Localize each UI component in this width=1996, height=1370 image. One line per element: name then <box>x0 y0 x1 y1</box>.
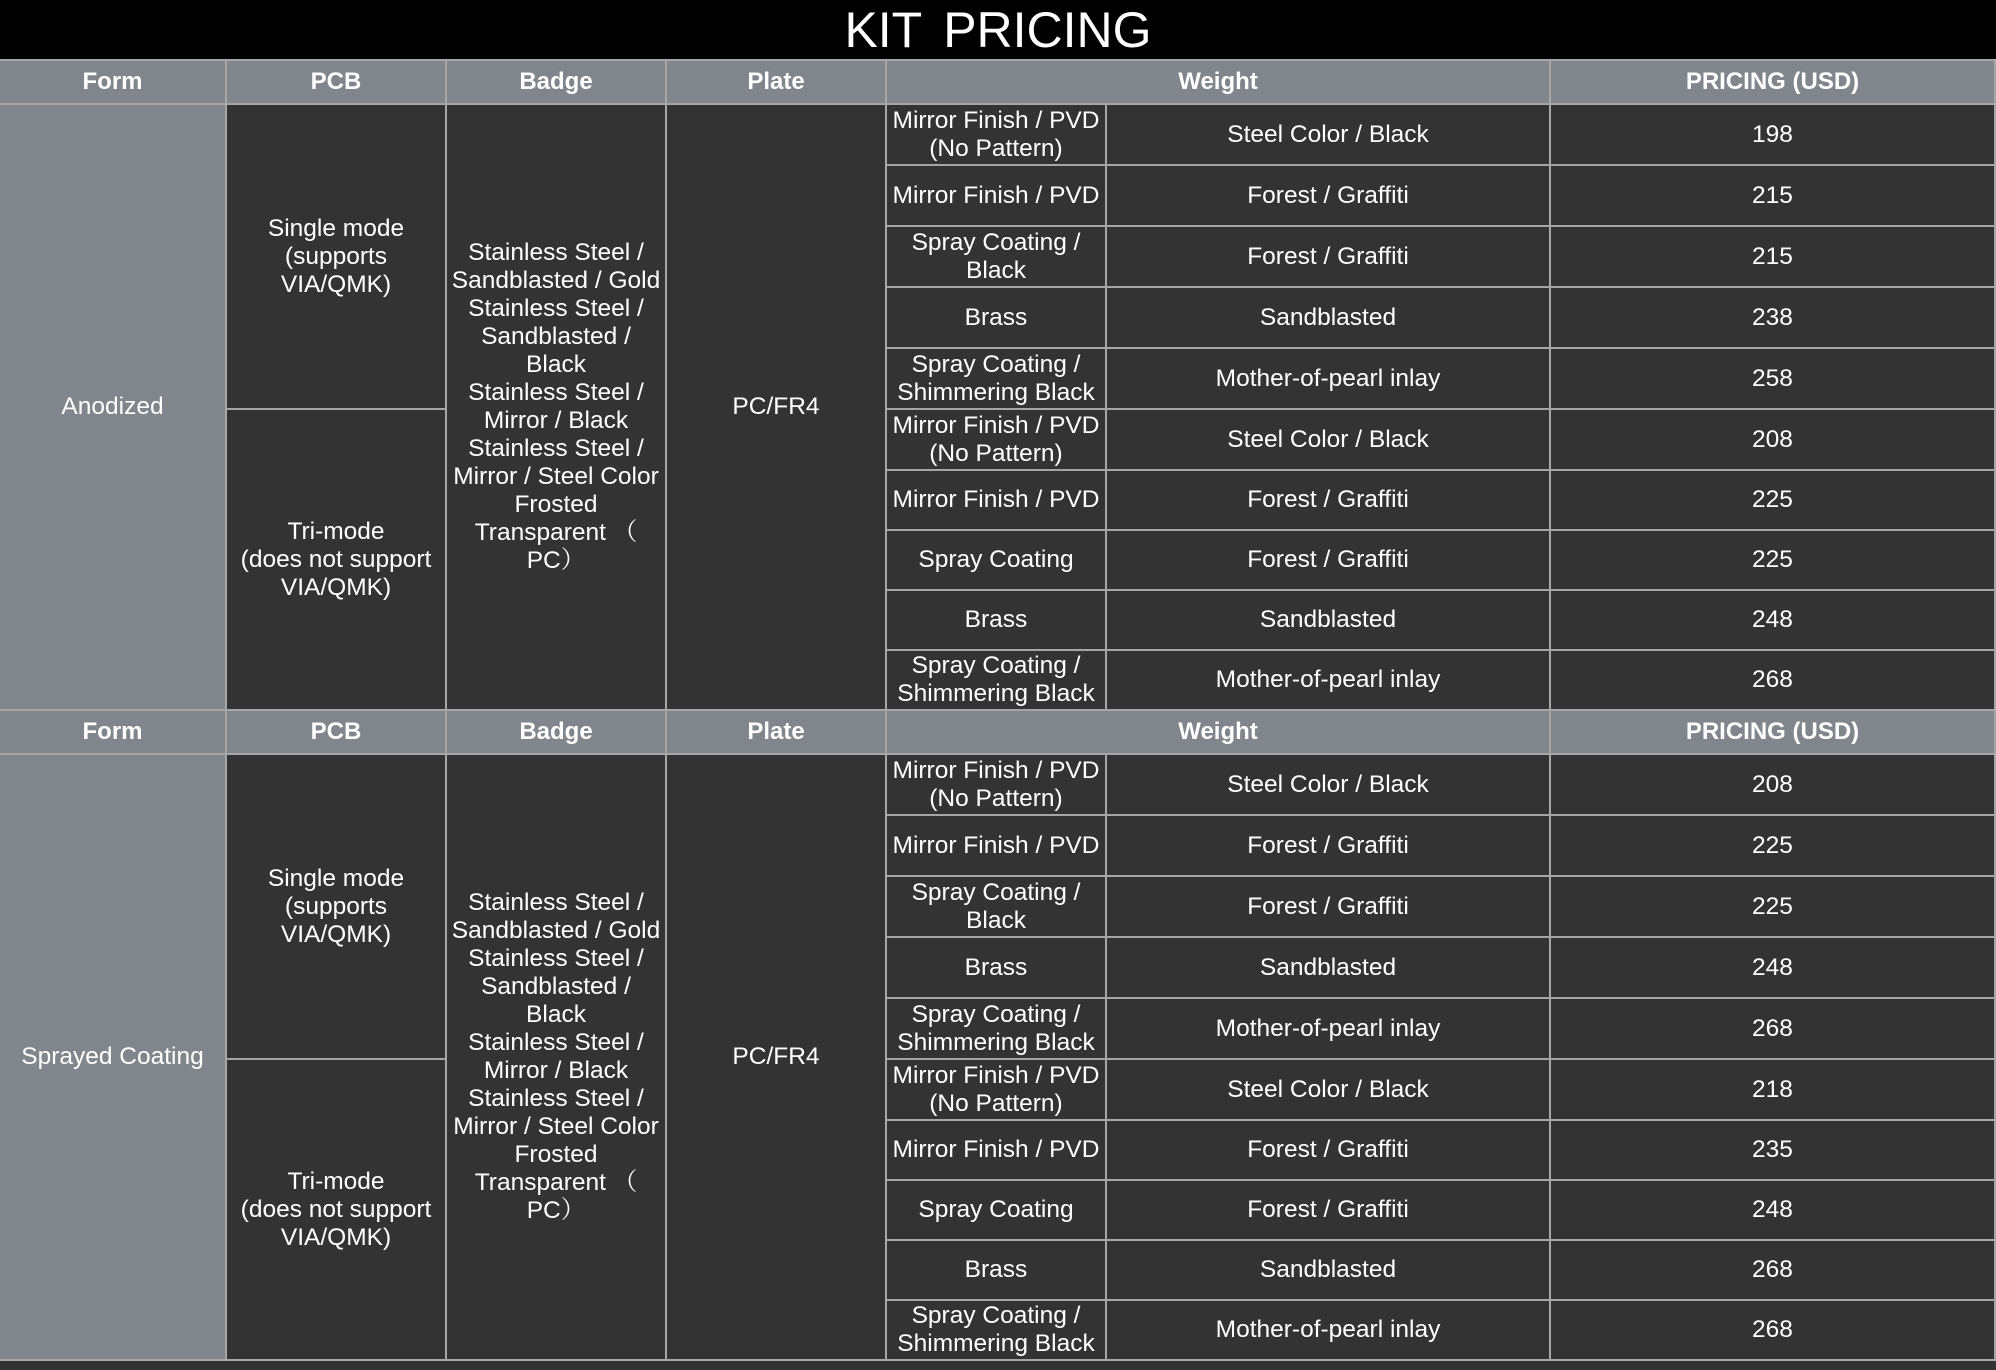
weight-cell: Spray Coating / Shimmering Black <box>887 999 1107 1060</box>
finish-cell: Forest / Graffiti <box>1107 166 1551 227</box>
weight-cell: Brass <box>887 938 1107 999</box>
finish-cell: Steel Color / Black <box>1107 410 1551 471</box>
header-weight: Weight <box>887 711 1551 755</box>
weight-cell: Mirror Finish / PVD (No Pattern) <box>887 410 1107 471</box>
price-cell: 225 <box>1551 531 1996 591</box>
finish-cell: Mother-of-pearl inlay <box>1107 349 1551 410</box>
pcb-cell: Tri-mode (does not support VIA/QMK) <box>227 410 447 711</box>
price-cell: 198 <box>1551 105 1996 166</box>
header-pcb: PCB <box>227 61 447 105</box>
price-cell: 268 <box>1551 999 1996 1060</box>
form-cell: Sprayed Coating <box>0 755 227 1361</box>
finish-cell: Mother-of-pearl inlay <box>1107 651 1551 711</box>
header-weight: Weight <box>887 61 1551 105</box>
header-form: Form <box>0 711 227 755</box>
price-cell: 208 <box>1551 755 1996 816</box>
weight-cell: Brass <box>887 288 1107 349</box>
price-cell: 258 <box>1551 349 1996 410</box>
weight-cell: Spray Coating <box>887 1181 1107 1241</box>
weight-cell: Mirror Finish / PVD (No Pattern) <box>887 1060 1107 1121</box>
page-title: KIT PRICING <box>0 0 1996 61</box>
finish-cell: Steel Color / Black <box>1107 1060 1551 1121</box>
price-cell: 218 <box>1551 1060 1996 1121</box>
weight-cell: Brass <box>887 591 1107 651</box>
finish-cell: Forest / Graffiti <box>1107 816 1551 877</box>
header-badge: Badge <box>447 61 667 105</box>
badge-cell: Stainless Steel / Sandblasted / Gold Stainless Steel / Sandblasted / Black Stainless Steel / Mirror / Black Stainless Steel / Mirror / Steel Color Frosted Transparent （ PC） <box>447 755 667 1361</box>
header-pricing: PRICING (USD) <box>1551 711 1996 755</box>
header-pcb: PCB <box>227 711 447 755</box>
price-cell: 208 <box>1551 410 1996 471</box>
price-cell: 225 <box>1551 816 1996 877</box>
price-cell: 268 <box>1551 1301 1996 1361</box>
price-cell: 248 <box>1551 1181 1996 1241</box>
weight-cell: Mirror Finish / PVD <box>887 166 1107 227</box>
plate-cell: PC/FR4 <box>667 755 887 1361</box>
badge-cell: Stainless Steel / Sandblasted / Gold Stainless Steel / Sandblasted / Black Stainless Steel / Mirror / Black Stainless Steel / Mirror / Steel Color Frosted Transparent （ PC） <box>447 105 667 711</box>
weight-cell: Brass <box>887 1241 1107 1301</box>
price-cell: 248 <box>1551 938 1996 999</box>
finish-cell: Mother-of-pearl inlay <box>1107 999 1551 1060</box>
weight-cell: Mirror Finish / PVD <box>887 471 1107 531</box>
price-cell: 215 <box>1551 227 1996 288</box>
finish-cell: Forest / Graffiti <box>1107 227 1551 288</box>
header-pricing: PRICING (USD) <box>1551 61 1996 105</box>
price-cell: 225 <box>1551 471 1996 531</box>
form-cell: Anodized <box>0 105 227 711</box>
weight-cell: Mirror Finish / PVD (No Pattern) <box>887 755 1107 816</box>
header-plate: Plate <box>667 61 887 105</box>
header-plate: Plate <box>667 711 887 755</box>
price-cell: 248 <box>1551 591 1996 651</box>
weight-cell: Spray Coating / Shimmering Black <box>887 651 1107 711</box>
header-badge: Badge <box>447 711 667 755</box>
price-cell: 238 <box>1551 288 1996 349</box>
weight-cell: Mirror Finish / PVD <box>887 1121 1107 1181</box>
plate-cell: PC/FR4 <box>667 105 887 711</box>
finish-cell: Steel Color / Black <box>1107 105 1551 166</box>
weight-cell: Mirror Finish / PVD <box>887 816 1107 877</box>
finish-cell: Mother-of-pearl inlay <box>1107 1301 1551 1361</box>
price-cell: 215 <box>1551 166 1996 227</box>
weight-cell: Mirror Finish / PVD (No Pattern) <box>887 105 1107 166</box>
finish-cell: Forest / Graffiti <box>1107 531 1551 591</box>
price-cell: 235 <box>1551 1121 1996 1181</box>
finish-cell: Forest / Graffiti <box>1107 877 1551 938</box>
finish-cell: Sandblasted <box>1107 591 1551 651</box>
finish-cell: Forest / Graffiti <box>1107 471 1551 531</box>
price-cell: 268 <box>1551 1241 1996 1301</box>
finish-cell: Sandblasted <box>1107 938 1551 999</box>
weight-cell: Spray Coating <box>887 531 1107 591</box>
price-cell: 268 <box>1551 651 1996 711</box>
finish-cell: Forest / Graffiti <box>1107 1121 1551 1181</box>
pcb-cell: Tri-mode (does not support VIA/QMK) <box>227 1060 447 1361</box>
price-cell: 225 <box>1551 877 1996 938</box>
finish-cell: Sandblasted <box>1107 1241 1551 1301</box>
weight-cell: Spray Coating / Shimmering Black <box>887 1301 1107 1361</box>
pcb-cell: Single mode (supports VIA/QMK) <box>227 755 447 1060</box>
weight-cell: Spray Coating / Black <box>887 227 1107 288</box>
weight-cell: Spray Coating / Shimmering Black <box>887 349 1107 410</box>
pcb-cell: Single mode (supports VIA/QMK) <box>227 105 447 410</box>
finish-cell: Sandblasted <box>1107 288 1551 349</box>
weight-cell: Spray Coating / Black <box>887 877 1107 938</box>
finish-cell: Forest / Graffiti <box>1107 1181 1551 1241</box>
finish-cell: Steel Color / Black <box>1107 755 1551 816</box>
header-form: Form <box>0 61 227 105</box>
